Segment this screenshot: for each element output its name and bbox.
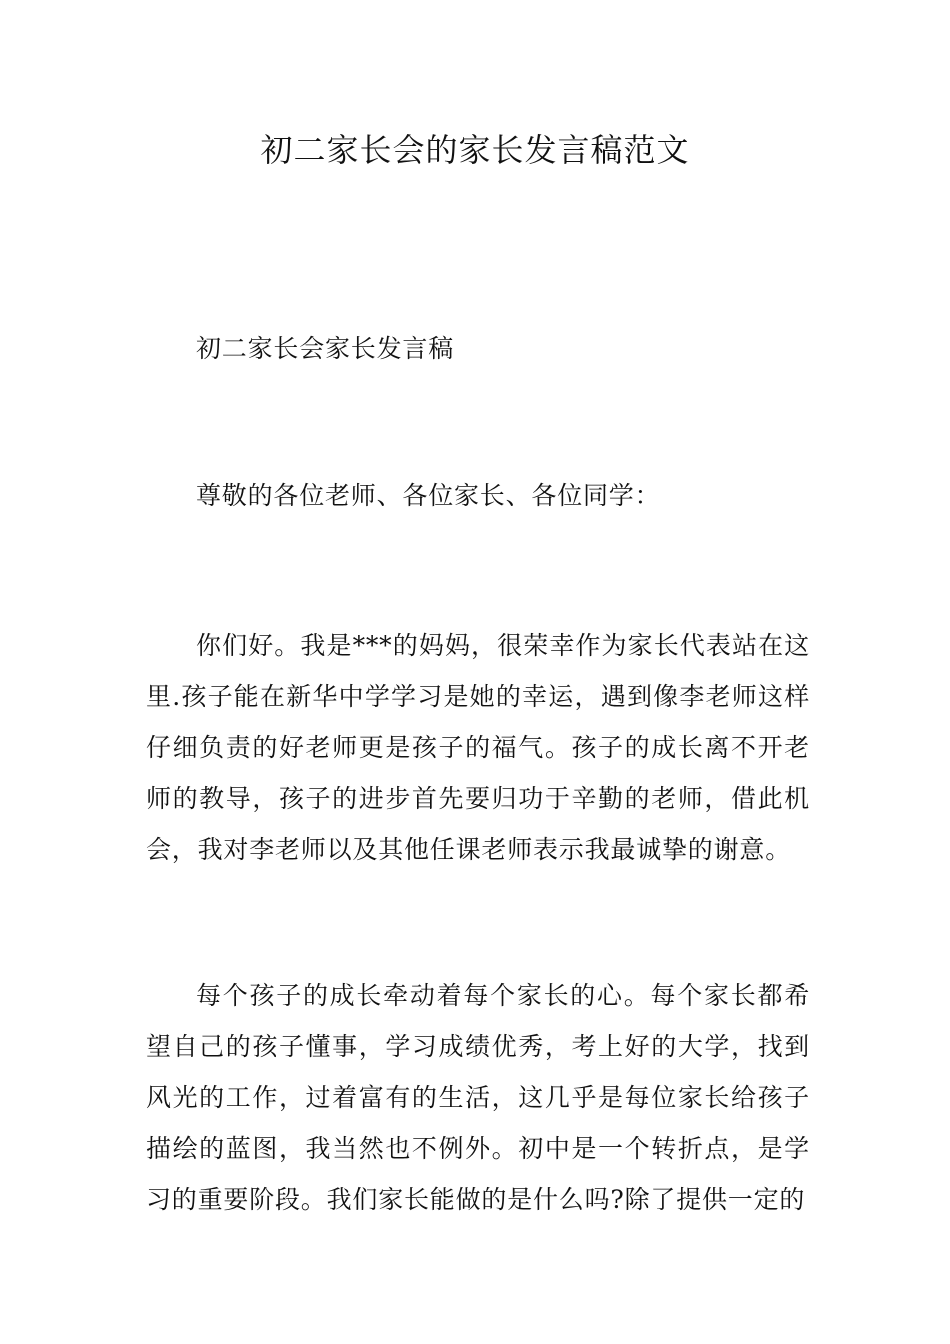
- body-paragraph: 每个孩子的成长牵动着每个家长的心。每个家长都希望自己的孩子懂事，学习成绩优秀，考上好的大学，找到风光的工作，过着富有的生活，这几乎是每位家长给孩子描绘的蓝图，我当然也不例外。初中是一个转折点，是学习的重要阶段。我们家长能做的是什么吗?除了提供一定的: [146, 981, 810, 1214]
- speech-greeting: 尊敬的各位老师、各位家长、各位同学：: [196, 481, 661, 510]
- speech-subtitle: 初二家长会家长发言稿: [196, 334, 455, 363]
- document-title: 初二家长会的家长发言稿范文: [260, 131, 690, 169]
- body-paragraph: 你们好。我是***的妈妈，很荣幸作为家长代表站在这里.孩子能在新华中学学习是她的幸运，遇到像李老师这样仔细负责的好老师更是孩子的福气。孩子的成长离不开老师的教导，孩子的进步首先要归功于辛勤的老师，借此机会，我对李老师以及其他任课老师表示我最诚挚的谢意。: [146, 631, 810, 864]
